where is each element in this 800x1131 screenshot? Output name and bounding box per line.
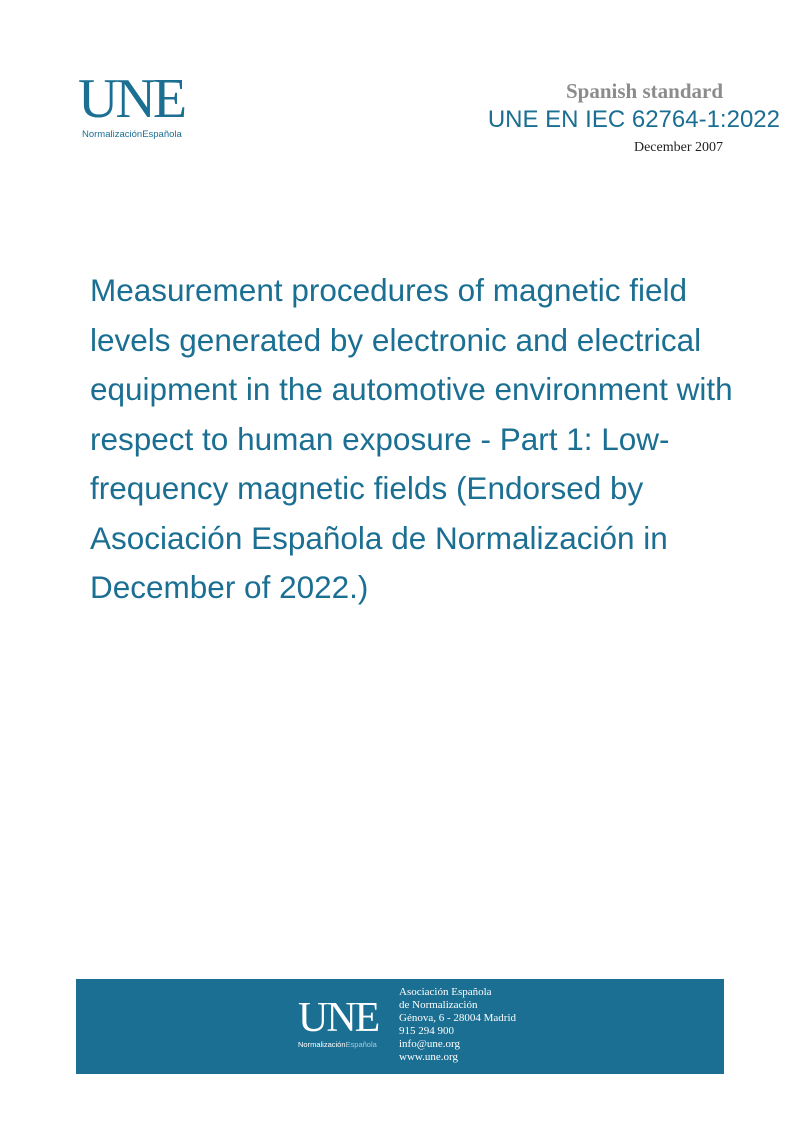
logo-subtitle xyxy=(82,129,182,140)
footer-logo xyxy=(298,995,379,1049)
address-line-org2: de Normalización xyxy=(399,999,478,1011)
address-line-email[interactable]: info@une.org xyxy=(399,1038,460,1050)
standard-header xyxy=(488,78,780,158)
footer-banner xyxy=(76,979,724,1074)
footer-logo-subtitle-light: Española xyxy=(345,1040,377,1049)
standard-date: December 2007 xyxy=(633,140,723,155)
document-title: Measurement procedures of magnetic field levels generated by electronic and electrical equipment in the automotive environment with respect to human exposure - Part 1: Low-frequency magnetic fields (Endorsed by Asociación Española de Normalización in December of 2022.) xyxy=(90,272,733,605)
footer-logo-mark: UNE xyxy=(298,995,379,1041)
footer-logo-subtitle-dark: Normalización xyxy=(298,1040,346,1049)
footer-address xyxy=(399,986,516,1064)
une-logo xyxy=(78,68,198,144)
standard-code: UNE EN IEC 62764-1:2022 xyxy=(487,106,780,133)
address-line-street: Génova, 6 - 28004 Madrid xyxy=(399,1012,517,1024)
logo-subtitle-dark: Normalización xyxy=(82,129,143,140)
logo-subtitle-light: Española xyxy=(142,129,182,140)
address-line-website[interactable]: www.une.org xyxy=(399,1051,458,1063)
address-line-phone[interactable]: 915 294 900 xyxy=(399,1025,454,1037)
address-line-org1: Asociación Española xyxy=(399,986,492,998)
logo-mark: UNE xyxy=(78,68,185,130)
footer-logo-subtitle xyxy=(298,1040,378,1049)
standard-kind: Spanish standard xyxy=(566,79,723,103)
